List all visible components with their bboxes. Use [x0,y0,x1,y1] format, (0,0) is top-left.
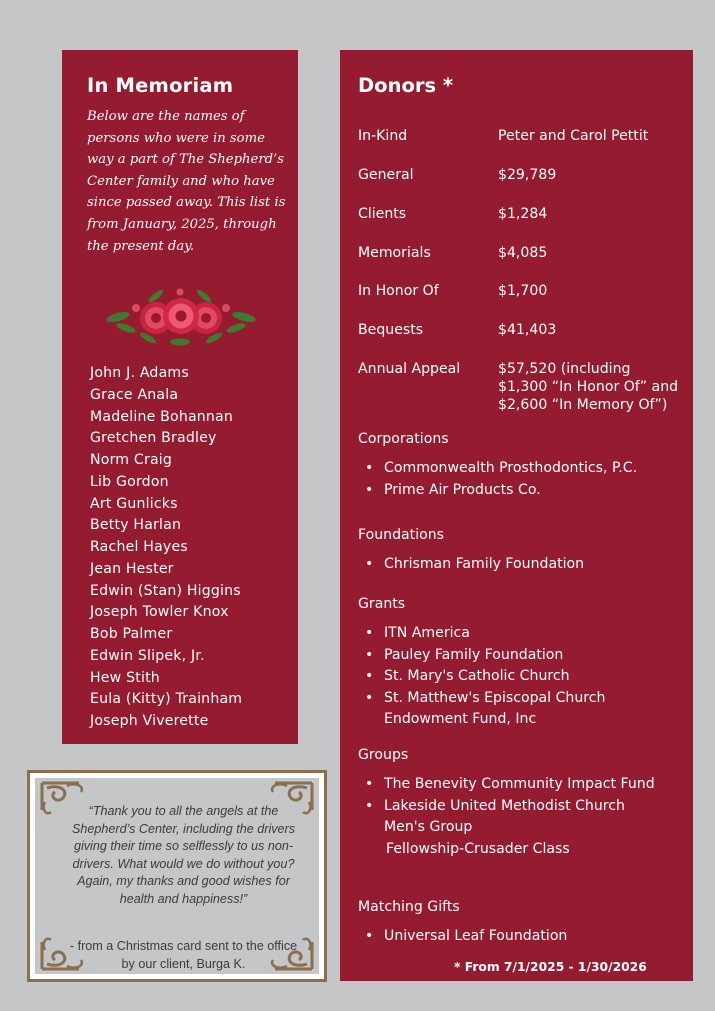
donor-row-value: $41,403 [498,322,557,338]
list-item: • The Benevity Community Impact Fund [365,774,660,796]
memoriam-name: Bob Palmer [90,626,173,642]
donor-row-value: Peter and Carol Pettit [498,128,649,144]
matching-gifts-list [365,926,675,948]
list-item: • Lakeside United Methodist Church Men's Group [365,796,660,839]
memoriam-intro: Below are the names of persons who were in some way a part of The Shepherd’s Center family and who have since passed away. This list is from January, 2025, through the present day. [87,109,286,254]
donor-row-label: Memorials [358,245,431,261]
groups-list [365,774,660,860]
donor-row-value: $57,520 (including $1,300 “In Honor Of” and $2,600 “In Memory Of”) [498,361,679,413]
memoriam-name: Edwin (Stan) Higgins [90,582,241,599]
list-item: • Pauley Family Foundation [365,645,665,667]
memoriam-name: Lib Gordon [90,473,169,490]
memoriam-name: Hew Stith [90,669,160,686]
grants-list [365,623,665,731]
memoriam-name: Grace Anala [90,386,179,403]
memoriam-name: Joseph Towler Knox [90,604,229,621]
section-title-corporations: Corporations [358,431,449,447]
memoriam-name: Betty Harlan [90,517,182,534]
red-flowers-icon [104,284,258,350]
memoriam-name: Eula (Kitty) Trainham [90,691,243,708]
list-item: • St. Mary's Catholic Church [365,666,665,688]
list-item: • ITN America [365,623,665,645]
list-item: • Prime Air Products Co. [365,480,675,502]
section-title-foundations: Foundations [358,527,445,543]
donor-row-label: In Honor Of [358,283,439,299]
section-title-grants: Grants [358,596,406,612]
donor-row-value: $29,789 [498,167,557,183]
memoriam-name: Norm Craig [90,452,173,468]
foundations-list [365,554,675,576]
memoriam-name: Jean Hester [90,560,174,577]
corporations-list [365,458,675,501]
list-item: • Universal Leaf Foundation [365,926,675,948]
quote-text: “Thank you to all the angels at the Shepherd’s Center, including the drivers giving their time so selflessly to us non-drivers. What would we do without you? Again, my thanks and good wishes for health and happiness!” [71,804,296,906]
list-item: • St. Matthew's Episcopal Church Endowment Fund, Inc [365,688,665,731]
donor-row-label: Clients [358,206,407,222]
memoriam-name: Art Gunlicks [90,495,178,512]
list-item: • Chrisman Family Foundation [365,554,675,576]
memoriam-name: Edwin Slipek, Jr. [90,647,205,664]
donor-row-value: $1,700 [498,283,548,299]
memoriam-name: Joseph Viverette [90,713,209,729]
memoriam-name: Madeline Bohannan [90,408,234,425]
donors-title: Donors * [358,74,454,97]
donor-row-value: $1,284 [498,206,548,222]
quote-card [27,770,327,982]
quote-card-inner [35,778,319,974]
donors-footnote: * From 7/1/2025 - 1/30/2026 [454,960,647,974]
donor-row-value: $4,085 [498,245,548,261]
quote-source: - from a Christmas card sent to the office by our client, Burga K. [69,939,298,971]
donor-row-label: Annual Appeal [358,361,461,377]
donor-row-label: Bequests [358,322,424,338]
memoriam-names-list [90,363,242,733]
section-title-groups: Groups [358,747,409,763]
list-item: • Commonwealth Prosthodontics, P.C. [365,458,675,480]
donor-row-label: In-Kind [358,128,408,144]
in-memoriam-panel [62,50,298,744]
section-title-matching-gifts: Matching Gifts [358,899,460,915]
memoriam-name: John J. Adams [90,365,189,381]
memoriam-name: Rachel Hayes [90,539,188,555]
donors-panel [340,50,693,981]
memoriam-name: Gretchen Bradley [90,430,217,447]
donor-row-label: General [358,167,414,183]
list-item: Fellowship-Crusader Class [386,840,570,857]
memoriam-title: In Memoriam [87,74,234,97]
